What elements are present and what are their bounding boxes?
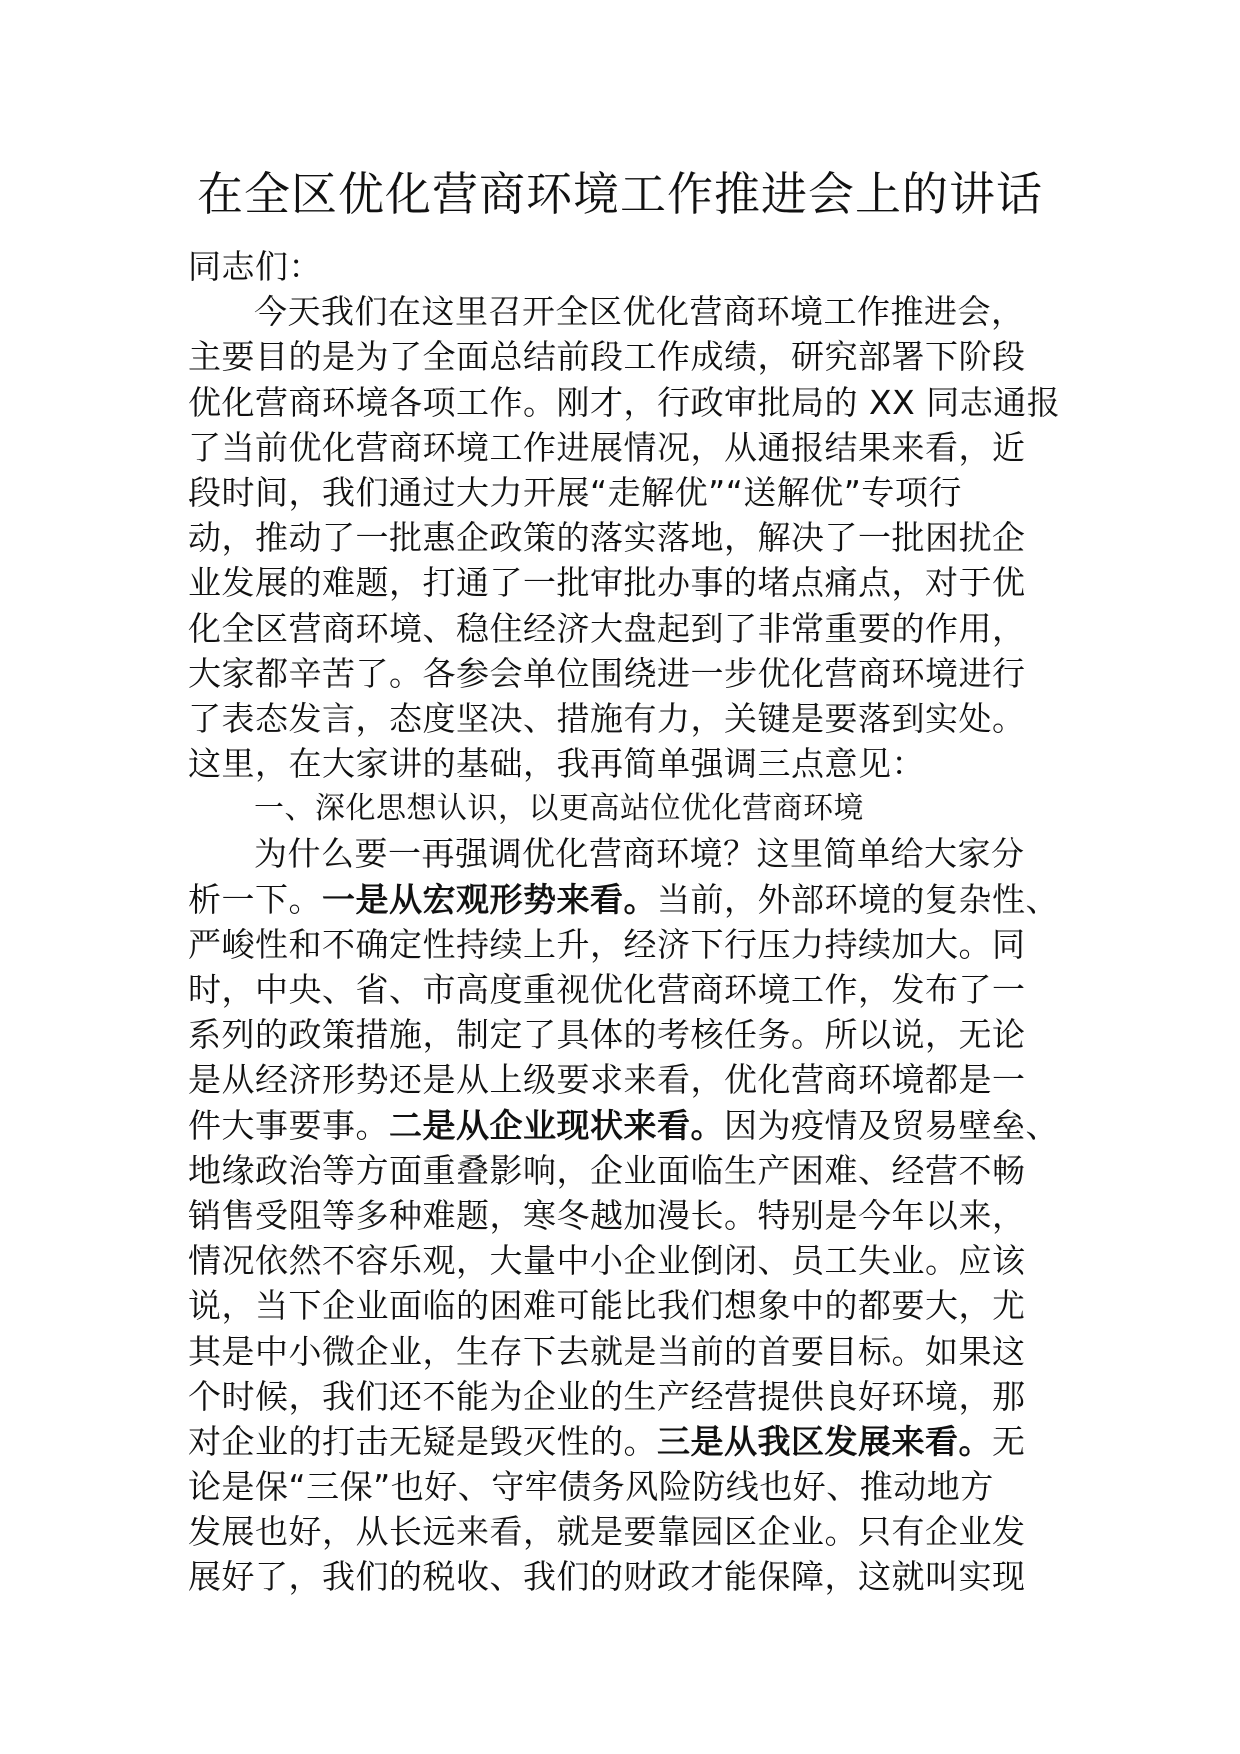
text-segment: 是从经济形势还是从上级要求来看，优化营商环境都是一: [188, 1060, 1026, 1100]
text-segment: 说，当下企业面临的困难可能比我们想象中的都要大，尤: [188, 1286, 1026, 1326]
text-segment: 同志们：: [188, 247, 322, 286]
text-line: [188, 1374, 1068, 1419]
document-body: [188, 244, 1068, 1600]
text-line: [188, 1509, 1068, 1554]
text-segment: 展好了，我们的税收、我们的财政才能保障，这就叫实现: [188, 1557, 1026, 1597]
text-line: [188, 425, 1068, 470]
bold-text-segment: 二是从企业现状来看。: [389, 1105, 724, 1145]
text-line: [188, 967, 1068, 1012]
document-title: 在全区优化营商环境工作推进会上的讲话: [197, 167, 1043, 221]
text-line: [188, 560, 1068, 605]
text-line: [188, 606, 1068, 651]
text-line: [188, 334, 1068, 379]
text-segment: 情况依然不容乐观，大量中小企业倒闭、员工失业。应该: [188, 1241, 1026, 1281]
text-segment: 件大事要事。: [188, 1105, 389, 1145]
text-segment: 段时间，我们通过大力开展“走解优”“送解优”专项行: [188, 472, 962, 512]
text-segment: 时，中央、省、市高度重视优化营商环境工作，发布了一: [188, 970, 1026, 1009]
text-segment: 销售受阻等多种难题，寒冬越加漫长。特别是今年以来，: [188, 1195, 1026, 1235]
text-line: [188, 1012, 1068, 1057]
section-heading-line: [188, 786, 1068, 831]
text-line: [188, 922, 1068, 967]
text-segment: 一、深化思想认识，以更高站位优化营商环境: [254, 791, 864, 827]
text-segment: 对企业的打击无疑是毁灭性的。: [188, 1421, 657, 1461]
text-line: [188, 1464, 1068, 1509]
text-line: [188, 1103, 1068, 1148]
text-line: [188, 1283, 1068, 1328]
text-segment: 发展也好，从长远来看，就是要靠园区企业。只有企业发: [188, 1512, 1026, 1552]
text-line: [188, 515, 1068, 560]
text-line: [188, 1329, 1068, 1374]
text-line: [188, 877, 1068, 922]
text-segment: 大家都辛苦了。各参会单位围绕进一步优化营商环境进行: [188, 653, 1026, 693]
text-line: [188, 1238, 1068, 1283]
text-segment: 严峻性和不确定性持续上升，经济下行压力持续加大。同: [188, 924, 1026, 964]
text-line: [188, 1193, 1068, 1238]
text-segment: 当前，外部环境的复杂性、: [657, 879, 1059, 919]
text-line: [188, 1057, 1068, 1102]
text-line: [188, 1148, 1068, 1193]
text-segment: 其是中小微企业，生存下去就是当前的首要目标。如果这: [188, 1331, 1026, 1371]
text-line: [188, 651, 1068, 696]
text-line: [188, 831, 1068, 876]
text-line: [188, 244, 1068, 289]
text-line: [188, 1554, 1068, 1599]
text-line: [188, 1419, 1068, 1464]
text-line: [188, 741, 1068, 786]
text-segment: 析一下。: [188, 879, 322, 919]
text-segment: 系列的政策措施，制定了具体的考核任务。所以说，无论: [188, 1015, 1026, 1055]
text-segment: 地缘政治等方面重叠影响，企业面临生产困难、经营不畅: [188, 1150, 1026, 1190]
text-segment: 因为疫情及贸易壁垒、: [724, 1105, 1059, 1145]
text-line: [188, 380, 1068, 425]
text-line: [188, 696, 1068, 741]
bold-text-segment: 三是从我区发展来看。: [657, 1421, 992, 1461]
text-segment: 了表态发言，态度坚决、措施有力，关键是要落到实处。: [188, 698, 1026, 738]
text-segment: 了当前优化营商环境工作进展情况，从通报结果来看，近: [188, 427, 1026, 467]
text-segment: 业发展的难题，打通了一批审批办事的堵点痛点，对于优: [188, 563, 1026, 603]
text-segment: 动，推动了一批惠企政策的落实落地，解决了一批困扰企: [188, 518, 1026, 558]
text-line: [188, 470, 1068, 515]
text-segment: 个时候，我们还不能为企业的生产经营提供良好环境，那: [188, 1376, 1026, 1416]
text-segment: 化全区营商环境、稳住经济大盘起到了非常重要的作用，: [188, 608, 1026, 648]
text-segment: 这里，在大家讲的基础，我再简单强调三点意见：: [188, 744, 925, 784]
text-segment: 优化营商环境各项工作。刚才，行政审批局的 XX 同志通报: [188, 382, 1061, 422]
bold-text-segment: 一是从宏观形势来看。: [322, 879, 657, 919]
text-line: [188, 289, 1068, 334]
text-segment: 为什么要一再强调优化营商环境？这里简单给大家分: [254, 834, 1025, 874]
text-segment: 今天我们在这里召开全区优化营商环境工作推进会，: [254, 292, 1025, 332]
text-segment: 论是保“三保”也好、守牢债务风险防线也好、推动地方: [188, 1467, 994, 1507]
text-segment: 主要目的是为了全面总结前段工作成绩，研究部署下阶段: [188, 337, 1026, 377]
text-segment: 无: [992, 1421, 1026, 1461]
